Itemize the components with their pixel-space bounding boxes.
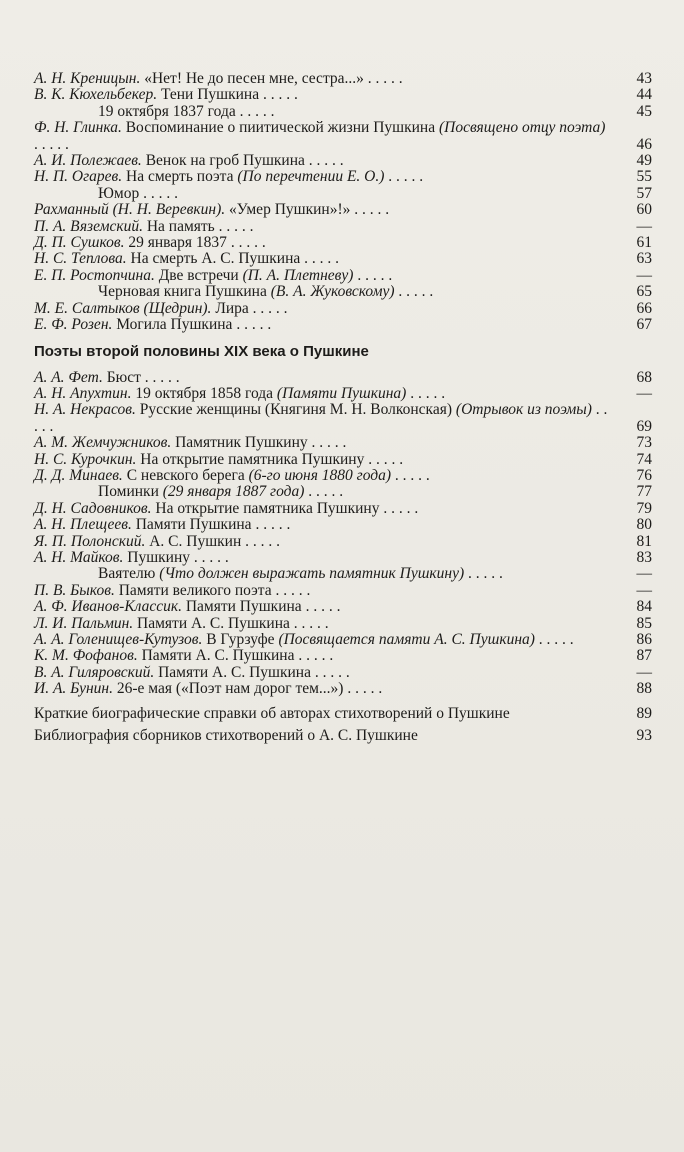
entry-text	[34, 218, 215, 235]
entry-page-number: —	[636, 217, 652, 235]
entry-title: Пушкину	[127, 548, 190, 566]
entry-author: А. Ф. Иванов-Классик.	[34, 598, 182, 616]
entry-title: С невского берега	[126, 466, 245, 484]
entry-page-number: 66	[636, 299, 652, 317]
entry-page-number: 57	[636, 184, 652, 202]
entry-page-number: 73	[636, 434, 652, 452]
entry-title: Лира	[215, 299, 249, 317]
section-title: Поэты второй половины XIX века о Пушкине	[34, 342, 369, 360]
entry-text	[34, 185, 139, 202]
entry-page-number: 76	[636, 466, 652, 484]
entry-author: Н. А. Некрасов.	[34, 401, 136, 419]
toc-entry[interactable]: А. И. Полежаев. Венок на гроб Пушкина . . . . . 49	[34, 152, 652, 170]
entry-title: Юмор	[98, 184, 140, 202]
entry-title: Памяти А. С. Пушкина	[137, 614, 290, 632]
toc-entry[interactable]: Ф. Н. Глинка. Воспоминание о пиитической жизни Пушкина (Посвящено отцу поэта) . . . . . 46	[34, 119, 652, 153]
entry-title: Ваятелю	[98, 565, 156, 583]
entry-page-number: 86	[636, 631, 652, 648]
entry-text	[34, 451, 364, 468]
entry-page-number: 85	[636, 614, 652, 632]
entry-page-number: —	[636, 565, 652, 583]
entry-title: На открытие памятника Пушкину	[155, 499, 380, 517]
entry-text	[34, 283, 395, 300]
entry-note: (В. А. Жуковскому)	[270, 283, 395, 301]
toc-entry[interactable]: М. Е. Салтыков (Щедрин). Лира . . . . . 66	[34, 299, 652, 317]
toc-entry[interactable]: Юмор . . . . . 57	[34, 186, 652, 202]
entry-page-number: 49	[636, 152, 652, 170]
entry-page-number: 80	[636, 516, 652, 534]
entry-author: А. Н. Апухтин.	[34, 384, 132, 402]
toc-entry[interactable]: А. Н. Креницын. «Нет! Не до песен мне, сестра...» . . . . . 43	[34, 70, 652, 87]
entry-page-number: —	[636, 266, 652, 284]
entry-title: Две встречи	[158, 266, 239, 284]
entry-text	[34, 250, 300, 267]
entry-page-number: 55	[636, 168, 652, 186]
toc-entry[interactable]: П. В. Быков. Памяти великого поэта . . . . . —	[34, 581, 652, 599]
toc-entry[interactable]: А. Н. Плещеев. Памяти Пушкина . . . . . 80	[34, 516, 652, 534]
toc-entry[interactable]: Д. П. Сушков. 29 января 1837 . . . . . 61	[34, 234, 652, 252]
entry-page-number: 44	[636, 86, 652, 104]
entry-page-number: 68	[636, 368, 652, 386]
entry-author: Д. Д. Минаев.	[34, 466, 123, 484]
entry-note: (Памяти Пушкина)	[276, 384, 407, 402]
entry-text	[34, 680, 343, 697]
entry-text	[34, 103, 236, 120]
entry-title: Памяти Пушкина	[185, 598, 302, 616]
toc-entry[interactable]: Н. С. Теплова. На смерть А. С. Пушкина . . . . . 63	[34, 250, 652, 268]
entry-author: Е. Ф. Розен.	[34, 316, 113, 334]
toc-entry[interactable]: А. Н. Апухтин. 19 октября 1858 года (Памяти Пушкина) . . . . . —	[34, 384, 652, 402]
entry-author: П. А. Вяземский.	[34, 217, 143, 235]
toc-entry[interactable]: Д. Д. Минаев. С невского берега (6-го июня 1880 года) . . . . . 76	[34, 466, 652, 484]
entry-note: (Посвящено отцу поэта)	[438, 119, 606, 137]
entry-author: Н. С. Курочкин.	[34, 450, 137, 468]
entry-title: Краткие биографические справки об авторах стихотворений о Пушкине	[34, 704, 510, 722]
toc-entry[interactable]: Рахманный (Н. Н. Веревкин). «Умер Пушкин»!» . . . . . 60	[34, 201, 652, 219]
entry-author: А. Н. Плещеев.	[34, 516, 132, 534]
toc-entry[interactable]: А. Н. Майков. Пушкину . . . . . 83	[34, 548, 652, 566]
toc-entry[interactable]: А. А. Голенищев-Кутузов. В Гурзуфе (Посвящается памяти А. С. Пушкина) . . . . . 86	[34, 631, 652, 648]
entry-title: Воспоминание о пиитической жизни Пушкина	[125, 119, 436, 137]
entry-text	[34, 201, 350, 218]
toc-entry[interactable]: И. А. Бунин. 26-е мая («Поэт нам дорог тем...») . . . . . 88	[34, 680, 652, 698]
toc-entry[interactable]: К. М. Фофанов. Памяти А. С. Пушкина . . . . . 87	[34, 647, 652, 665]
toc-entry[interactable]: Я. П. Полонский. А. С. Пушкин . . . . . 81	[34, 532, 652, 550]
entry-author: П. В. Быков.	[34, 581, 115, 599]
entry-page-number: 74	[636, 450, 652, 468]
entry-page-number: 77	[636, 483, 652, 501]
entry-title: Памяти А. С. Пушкина	[141, 647, 295, 665]
entry-note: (Посвящается памяти А. С. Пушкина)	[278, 631, 535, 648]
entry-title: 19 октября 1837 года	[98, 102, 236, 120]
entry-title: Памятник Пушкину	[175, 434, 308, 452]
entry-author: Рахманный (Н. Н. Веревкин).	[34, 201, 226, 219]
entry-title: Тени Пушкина	[160, 86, 260, 104]
toc-entry[interactable]: В. А. Гиляровский. Памяти А. С. Пушкина . . . . . —	[34, 663, 652, 681]
entry-note: (29 января 1887 года)	[162, 483, 305, 501]
entry-title: В Гурзуфе	[206, 631, 275, 648]
entry-note: (Отрывок из поэмы)	[455, 401, 592, 419]
entry-title: «Нет! Не до песен мне, сестра...»	[144, 70, 364, 87]
entry-author: Н. С. Теплова.	[34, 250, 127, 268]
toc-entry[interactable]: Л. И. Пальмин. Памяти А. С. Пушкина . . . . . 85	[34, 614, 652, 632]
entry-title: «Умер Пушкин»!»	[229, 201, 351, 219]
toc-group-later-poets	[34, 370, 652, 698]
entry-title: На открытие памятника Пушкину	[140, 450, 365, 468]
entry-text	[34, 316, 232, 333]
entry-text	[34, 467, 391, 484]
entry-page-number: 87	[636, 647, 652, 665]
toc-entry[interactable]: А. Ф. Иванов-Классик. Памяти Пушкина . . . . . 84	[34, 598, 652, 616]
entry-note: (П. А. Плетневу)	[242, 266, 354, 284]
entry-page-number: 61	[636, 234, 652, 252]
entry-page-number: —	[636, 384, 652, 402]
entry-text	[34, 664, 311, 681]
entry-author: А. И. Полежаев.	[34, 152, 142, 170]
entry-title: Бюст	[106, 368, 141, 386]
entry-title: 26-е мая («Поэт нам дорог тем...»)	[116, 680, 344, 698]
entry-text	[34, 267, 353, 284]
entry-title: Поминки	[98, 483, 159, 501]
entry-page-number: 63	[636, 250, 652, 268]
table-of-contents	[34, 71, 652, 750]
entry-text	[34, 565, 464, 582]
entry-text	[34, 533, 241, 550]
entry-page-number: 65	[636, 283, 652, 301]
entry-text	[34, 369, 141, 386]
entry-author: В. К. Кюхельбекер.	[34, 86, 158, 104]
toc-entry[interactable]: Е. П. Ростопчина. Две встречи (П. А. Плетневу) . . . . . —	[34, 266, 652, 284]
entry-text	[34, 615, 290, 632]
entry-page-number: 93	[636, 727, 652, 745]
entry-author: Я. П. Полонский.	[34, 532, 146, 550]
entry-text	[34, 300, 249, 317]
entry-text	[34, 385, 406, 402]
entry-text	[34, 401, 592, 418]
toc-entry[interactable]: А. А. Фет. Бюст . . . . . 68	[34, 368, 652, 386]
entry-author: А. А. Фет.	[34, 368, 103, 386]
entry-author: Л. И. Пальмин.	[34, 614, 134, 632]
appendix-entry[interactable]	[34, 706, 652, 722]
entry-text	[34, 152, 305, 169]
entry-title: Русские женщины (Княгиня М. Н. Волконская)	[139, 401, 453, 419]
entry-text	[34, 168, 384, 185]
toc-entry[interactable]: Д. Н. Садовников. На открытие памятника Пушкину . . . . . 79	[34, 499, 652, 517]
entry-text	[34, 647, 294, 664]
entry-page-number: —	[636, 581, 652, 599]
entry-text	[34, 582, 272, 599]
toc-entry[interactable]: Н. А. Некрасов. Русские женщины (Княгиня М. Н. Волконская) (Отрывок из поэмы) . . . . . 69	[34, 401, 652, 435]
entry-author: Д. Н. Садовников.	[34, 499, 152, 517]
entry-title: На память	[146, 217, 215, 235]
entry-page-number: 83	[636, 548, 652, 566]
entry-text	[34, 500, 379, 517]
toc-entry[interactable]: В. К. Кюхельбекер. Тени Пушкина . . . . . 44	[34, 86, 652, 104]
entry-author: А. Н. Креницын.	[34, 70, 141, 87]
toc-entry[interactable]: П. А. Вяземский. На память . . . . . —	[34, 217, 652, 235]
entry-page-number: 46	[636, 135, 652, 153]
entry-text	[34, 631, 535, 648]
entry-text	[34, 434, 308, 451]
appendix-entry[interactable]	[34, 728, 652, 744]
entry-title: Библиография сборников стихотворений о А. С. Пушкине	[34, 727, 418, 745]
entry-author: А. Н. Майков.	[34, 548, 124, 566]
entry-text	[34, 598, 302, 615]
toc-entry[interactable]: 19 октября 1837 года . . . . . 45	[34, 104, 652, 120]
entry-page-number: 89	[636, 704, 652, 722]
entry-page-number: 88	[636, 680, 652, 698]
entry-text	[34, 86, 259, 103]
entry-title: 19 октября 1858 года	[135, 384, 274, 402]
toc-group-appendix	[34, 706, 652, 745]
toc-entry[interactable]: Е. Ф. Розен. Могила Пушкина . . . . . 67	[34, 316, 652, 334]
entry-title: Памяти Пушкина	[135, 516, 252, 534]
entry-title: Памяти А. С. Пушкина	[158, 663, 311, 681]
toc-group-early-poets	[34, 71, 652, 334]
entry-page-number: 69	[636, 417, 652, 435]
entry-title: А. С. Пушкин	[149, 532, 242, 550]
entry-title: На смерть поэта	[126, 168, 234, 186]
entry-text	[34, 483, 304, 500]
entry-text	[34, 70, 364, 87]
entry-title: Могила Пушкина	[116, 316, 233, 334]
entry-author: И. А. Бунин.	[34, 680, 113, 698]
entry-author: Е. П. Ростопчина.	[34, 266, 155, 284]
entry-author: А. А. Голенищев-Кутузов.	[34, 631, 203, 648]
entry-author: Ф. Н. Глинка.	[34, 119, 122, 137]
entry-title: Черновая книга Пушкина	[98, 283, 267, 301]
entry-title: 29 января 1837	[128, 234, 227, 252]
entry-author: В. А. Гиляровский.	[34, 663, 155, 681]
entry-page-number: 84	[636, 598, 652, 616]
entry-title: Венок на гроб Пушкина	[145, 152, 305, 170]
entry-page-number: —	[636, 663, 652, 681]
toc-entry[interactable]: Черновая книга Пушкина (В. А. Жуковскому) . . . . . 65	[34, 284, 652, 300]
entry-text	[34, 234, 227, 251]
entry-note: (Что должен выражать памятник Пушкину)	[159, 565, 465, 583]
entry-page-number: 79	[636, 499, 652, 517]
entry-author: К. М. Фофанов.	[34, 647, 138, 665]
entry-title: Памяти великого поэта	[118, 581, 272, 599]
entry-page-number: 81	[636, 532, 652, 550]
toc-entry[interactable]: А. М. Жемчужников. Памятник Пушкину . . . . . 73	[34, 434, 652, 452]
toc-entry[interactable]: Н. С. Курочкин. На открытие памятника Пушкину . . . . . 74	[34, 450, 652, 468]
entry-author: М. Е. Салтыков (Щедрин).	[34, 299, 212, 317]
toc-entry[interactable]: Ваятелю (Что должен выражать памятник Пушкину) . . . . . —	[34, 566, 652, 582]
entry-note: (6-го июня 1880 года)	[248, 466, 391, 484]
entry-page-number: 60	[636, 201, 652, 219]
toc-entry[interactable]: Н. П. Огарев. На смерть поэта (По перечтении Е. О.) . . . . . 55	[34, 168, 652, 186]
entry-author: А. М. Жемчужников.	[34, 434, 172, 452]
entry-text	[34, 119, 605, 136]
entry-page-number: 43	[636, 70, 652, 87]
entry-author: Д. П. Сушков.	[34, 234, 125, 252]
entry-page-number: 67	[636, 316, 652, 334]
entry-author: Н. П. Огарев.	[34, 168, 123, 186]
toc-entry[interactable]: Поминки (29 января 1887 года) . . . . . 77	[34, 484, 652, 500]
entry-text	[34, 549, 190, 566]
entry-note: (По перечтении Е. О.)	[237, 168, 385, 186]
entry-title: На смерть А. С. Пушкина	[130, 250, 301, 268]
entry-page-number: 45	[636, 102, 652, 120]
entry-text	[34, 516, 252, 533]
